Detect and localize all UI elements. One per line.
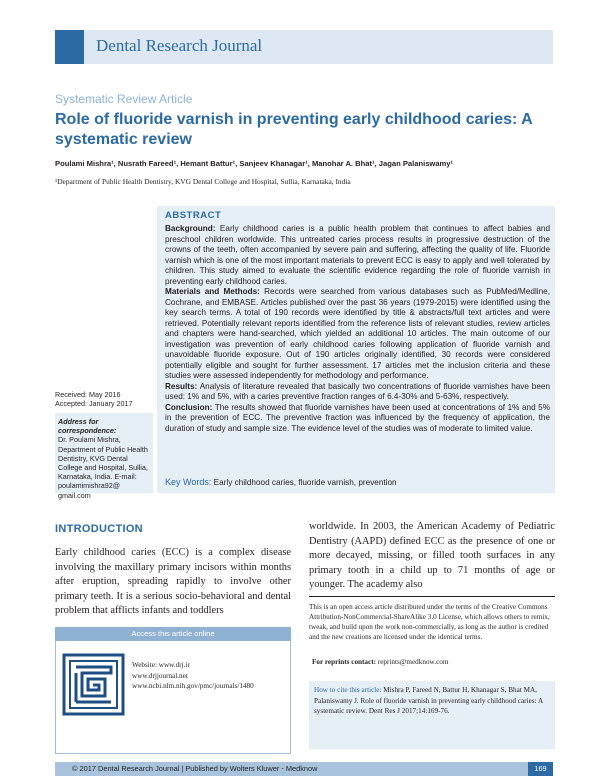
- keywords-label: Key Words:: [165, 477, 212, 487]
- reprints-email[interactable]: reprints@medknow.com: [376, 658, 449, 666]
- methods-text: Records were searched from various databases such as PubMed/Medline, Cochrane, and EMBASE. Articles published over the past 36 years (1979-2015) were identified using the key search terms. A total of 190 records were identified by title & abstracts/full text articles and were retrieved. Potentially relevant reports identified from the reference lists of relevant studies, review articles and chapters were hand-searched, which yielded an additional 10 articles. The main outcome of our investigation was prevention of early childhood caries following application of fluoride varnish and unavoidable fluoride exposure. Out of 190 articles originally identified, 30 records were considered potentially eligible and sought for further assessment. 17 articles met the inclusion criteria and these studies were assessed independently for methodology and performance.: [165, 287, 550, 380]
- conclusion-label: Conclusion:: [165, 402, 213, 412]
- background-label: Background:: [165, 224, 216, 233]
- access-links: [132, 660, 287, 692]
- results-label: Results:: [165, 381, 198, 391]
- results-text: Analysis of literature revealed that basically two concentrations of fluoride varnishes have been used: 1% and 5%, with a caries preventive fraction ranges of 6.4-30% and 5-63%, respectively.: [165, 381, 550, 401]
- qr-code-icon: [62, 653, 125, 716]
- introduction-heading: INTRODUCTION: [55, 523, 143, 535]
- abstract-heading: ABSTRACT: [165, 210, 222, 221]
- website-link[interactable]: Website: www.drj.ir: [132, 661, 190, 669]
- accepted-date: Accepted: January 2017: [55, 399, 133, 408]
- methods-label: Materials and Methods:: [165, 287, 260, 296]
- site-link-2[interactable]: www.drjjournal.net: [132, 671, 188, 680]
- cite-label: How to cite this article:: [314, 686, 382, 694]
- page-number: 169: [528, 762, 553, 776]
- access-box-title: Access this article online: [131, 629, 215, 638]
- correspondence-text: Dr. Poulami Mishra, Department of Public Health Dentistry, KVG Dental College and Hospital, Sullia, Karnataka, India. E-mail: poulamimishra92@ gmail.com: [58, 435, 148, 500]
- article-section-type: Systematic Review Article: [55, 92, 193, 106]
- intro-paragraph-right: worldwide. In 2003, the American Academy of Pediatric Dentistry (AAPD) defined ECC as the presence of one or more decayed, missing, or filled tooth surfaces in any primary tooth in a child up to 71 months of age or younger. The academy also: [309, 521, 555, 590]
- article-title: Role of fluoride varnish in preventing early childhood caries: A systematic review: [55, 111, 533, 148]
- keywords: [165, 477, 550, 487]
- site-link-3[interactable]: www.ncbi.nlm.nih.gov/pmc/journals/1480: [132, 682, 254, 690]
- correspondence: [58, 417, 153, 500]
- article-dates: [55, 390, 133, 408]
- journal-header-accent: [55, 30, 84, 64]
- received-date: Received: May 2016: [55, 390, 121, 399]
- cite-body: Mishra P, Fareed N, Battur H, Khanagar S, Bhat MA, Palaniswamy J. Role of fluoride varnish in preventing early childhood caries: A systematic review. Dent Res J 2017;14:169-76.: [314, 686, 543, 715]
- intro-paragraph-left: Early childhood caries (ECC) is a complex disease involving the maxillary primary incisors within months after eruption, spreading rapidly to involve other primary teeth. It is a serious socio-behavioral and dental problem that afflicts infants and toddlers: [55, 547, 291, 616]
- reprints-label: For reprints contact:: [312, 658, 377, 666]
- footer-text: © 2017 Dental Research Journal | Published by Wolters Kluwer - Medknow: [72, 764, 318, 773]
- abstract-body: [165, 224, 550, 434]
- background-text: Early childhood caries is a public health problem that continues to affect babies and preschool children worldwide. This untreated caries process results in progressive destruction of the crowns of the teeth, often accompanied by severe pain and suffering, affecting the quality of life. Fluoride varnish which is one of the most important materials to prevent ECC is easy to apply and well tolerated by children. This study aimed to evaluate the scientific evidence regarding the role of fluoride varnish in preventing early childhood caries.: [165, 224, 550, 286]
- conclusion-text: The results showed that fluoride varnishes have been used at concentrations of 1% and 5% in the prevention of ECC. The preventive fraction was influenced by the frequency of application, the duration of study and sample size. The evidence level of the studies was of moderate to limited value.: [165, 402, 550, 433]
- correspondence-label: Address for correspondence:: [58, 417, 117, 436]
- cite-text: [314, 685, 552, 717]
- keywords-text: Early childhood caries, fluoride varnish, prevention: [213, 478, 397, 487]
- journal-title: Dental Research Journal: [96, 36, 263, 55]
- license-note: This is an open access article distributed under the terms of the Creative Commons Attribution-NonCommercial-ShareAlike 3.0 License, which allows others to remix, tweak, and build upon the work non-commercially, as long as the author is credited and the new creations are licensed under the identical terms.: [309, 596, 555, 642]
- reprints: [312, 658, 448, 666]
- article-affiliation: ¹Department of Public Health Dentistry, KVG Dental College and Hospital, Sullia, Karnataka, India: [55, 177, 351, 186]
- article-authors: Poulami Mishra¹, Nusrath Fareed¹, Hemant Battur¹, Sanjeev Khanagar¹, Manohar A. Bhat¹, Jagan Palaniswamy¹: [55, 159, 454, 168]
